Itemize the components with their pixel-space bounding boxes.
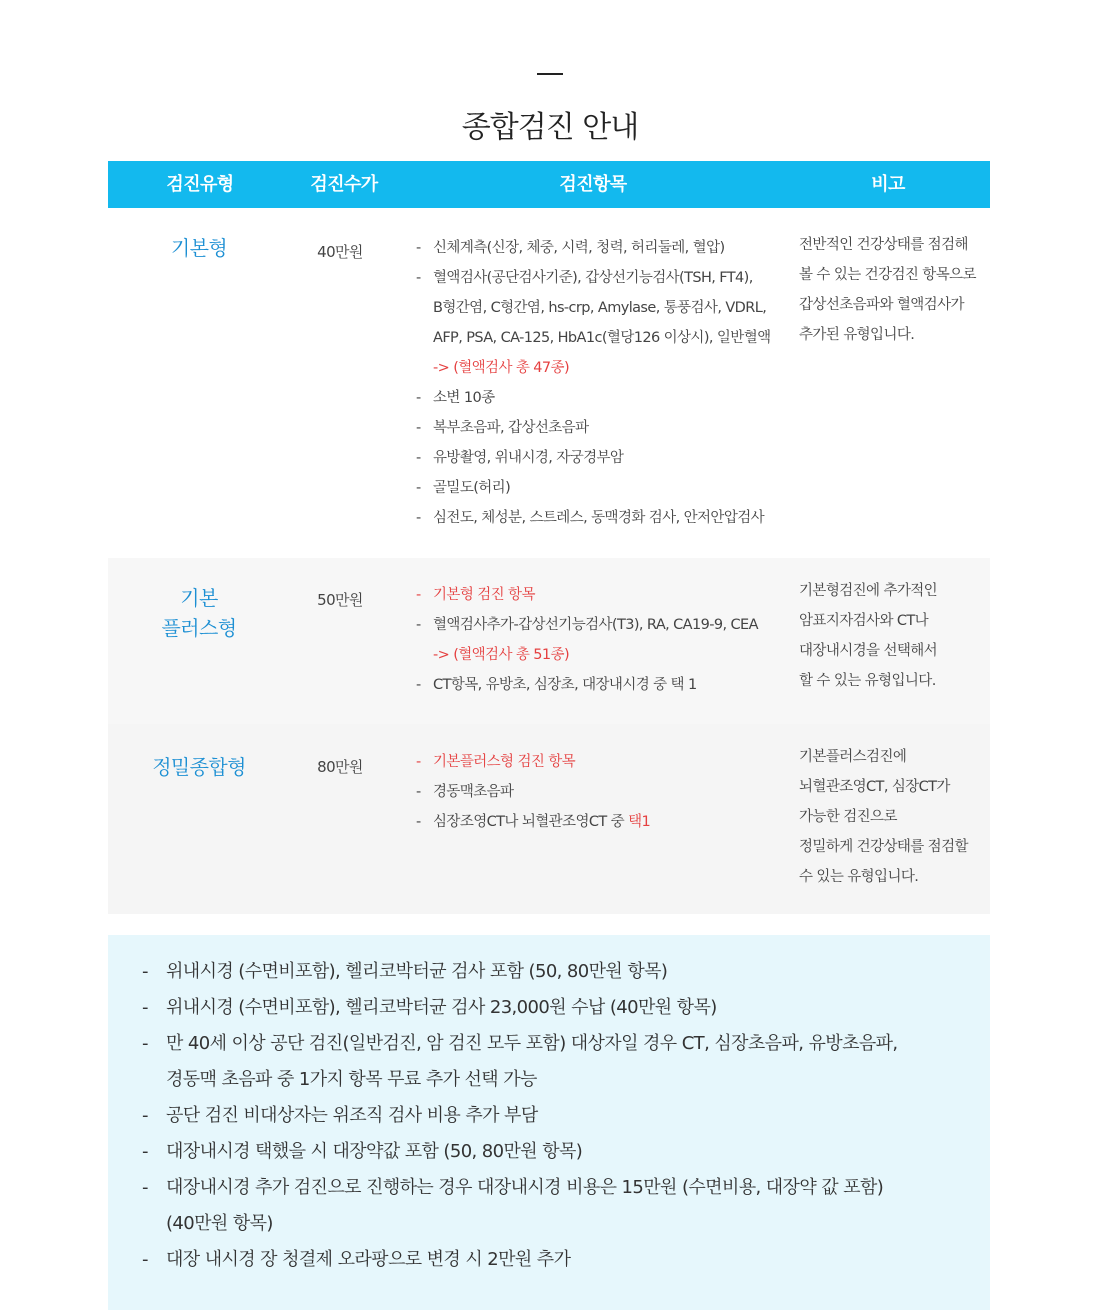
notice-item: - 공단 검진 비대상자는 위조직 검사 비용 추가 부담 (138, 1098, 978, 1134)
row-price: 40만원 (317, 243, 363, 261)
item-highlight: 택1 (628, 814, 651, 830)
notice-item: - 대장 내시경 장 청결제 오라팡으로 변경 시 2만원 추가 (138, 1242, 978, 1278)
type-label: 정밀종합형 (152, 755, 246, 779)
header-price: 검진수가 (310, 174, 378, 195)
note-line: 추가된 유형입니다. (799, 327, 915, 343)
list-item: - 골밀도(허리) (413, 473, 783, 503)
row-type (108, 583, 290, 643)
list-item: - 혈액검사(공단검사기준), 갑상선기능검사(TSH, FT4), (413, 263, 783, 293)
note-line: 할 수 있는 유형입니다. (799, 673, 936, 689)
note-line: 볼 수 있는 건강검진 항목으로 (799, 267, 976, 283)
row-items (413, 233, 783, 533)
list-item: - 심전도, 체성분, 스트레스, 동맥경화 검사, 안저안압검사 (413, 503, 783, 533)
header-items: 검진항목 (559, 174, 627, 195)
item-text: 심장조영CT나 뇌혈관조영CT 중 (433, 814, 629, 830)
note-line: 뇌혈관조영CT, 심장CT가 (799, 779, 950, 795)
list-item: - 복부초음파, 갑상선초음파 (413, 413, 783, 443)
notice-item: - 대장내시경 택했을 시 대장약값 포함 (50, 80만원 항목) (138, 1134, 978, 1170)
note-line: 정밀하게 건강상태를 점검할 (799, 839, 968, 855)
note-line: 기본형검진에 추가적인 (799, 583, 938, 599)
table-header (108, 161, 990, 208)
header-note: 비고 (871, 174, 905, 195)
note-line: 갑상선초음파와 혈액검사가 (799, 297, 964, 313)
title-accent-bar (537, 73, 563, 75)
list-item: - 기본형 검진 항목 (413, 580, 783, 610)
table-row-precision (108, 724, 990, 914)
note-line: 기본플러스검진에 (799, 749, 907, 765)
type-label: 기본형 (170, 236, 228, 260)
list-item: B형간염, C형간염, hs-crp, Amylase, 통풍검사, VDRL, (433, 300, 767, 316)
notice-list (138, 954, 978, 1278)
notice-item: - 대장내시경 추가 검진으로 진행하는 경우 대장내시경 비용은 15만원 (수면비용, 대장약 값 포함) (138, 1170, 978, 1206)
list-item: -> (혈액검사 총 51종) (433, 647, 570, 663)
notice-item: - 위내시경 (수면비포함), 헬리코박터균 검사 포함 (50, 80만원 항목) (138, 954, 978, 990)
row-items (413, 747, 783, 837)
notice-box (108, 935, 990, 1310)
list-item: - 경동맥초음파 (413, 777, 783, 807)
note-line: 전반적인 건강상태를 점검해 (799, 237, 968, 253)
notice-item: (40만원 항목) (166, 1213, 273, 1234)
row-type (108, 752, 290, 782)
list-item: - 신체계측(신장, 체중, 시력, 청력, 허리둘레, 혈압) (413, 233, 783, 263)
type-label: 기본 (180, 586, 218, 610)
list-item (413, 807, 783, 837)
list-item: - 혈액검사추가-갑상선기능검사(T3), RA, CA19-9, CEA (413, 610, 783, 640)
row-type (108, 233, 290, 263)
row-items (413, 580, 783, 700)
header-type: 검진유형 (166, 174, 234, 195)
note-line: 대장내시경을 선택해서 (799, 643, 938, 659)
type-label: 플러스형 (161, 616, 237, 640)
row-note (799, 230, 989, 350)
list-item: - 유방촬영, 위내시경, 자궁경부암 (413, 443, 783, 473)
list-item: - CT항목, 유방초, 심장초, 대장내시경 중 택 1 (413, 670, 783, 700)
list-item: - 소변 10종 (413, 383, 783, 413)
row-price: 80만원 (317, 758, 363, 776)
note-line: 수 있는 유형입니다. (799, 869, 919, 885)
row-note (799, 576, 989, 696)
list-item: -> (혈액검사 총 47종) (433, 360, 570, 376)
list-item: AFP, PSA, CA-125, HbA1c(혈당126 이상시), 일반혈액 (433, 330, 771, 346)
note-line: 암표지자검사와 CT나 (799, 613, 929, 629)
notice-item: - 위내시경 (수면비포함), 헬리코박터균 검사 23,000원 수납 (40만원 항목) (138, 990, 978, 1026)
note-line: 가능한 검진으로 (799, 809, 897, 825)
notice-item: 경동맥 초음파 중 1가지 항목 무료 추가 선택 가능 (166, 1069, 537, 1090)
notice-item: - 만 40세 이상 공단 검진(일반검진, 암 검진 모두 포함) 대상자일 경우 CT, 심장초음파, 유방초음파, (138, 1026, 978, 1062)
row-note (799, 742, 989, 892)
page-title: 종합검진 안내 (461, 110, 639, 146)
table-row-basic-plus (108, 558, 990, 724)
row-price: 50만원 (317, 591, 363, 609)
checkup-table (108, 161, 990, 914)
list-item: - 기본플러스형 검진 항목 (413, 747, 783, 777)
table-row-basic (108, 208, 990, 558)
